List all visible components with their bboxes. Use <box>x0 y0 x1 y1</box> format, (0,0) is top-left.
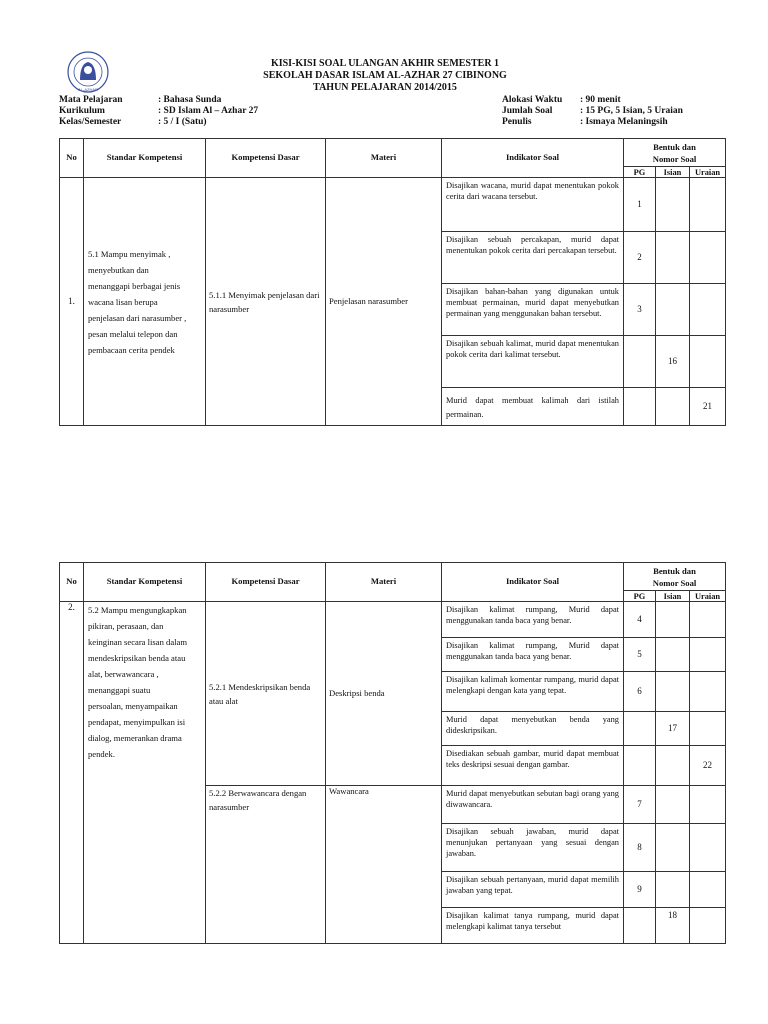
sk-line: menanggapi berbagai jenis <box>88 280 181 291</box>
row-materi: Wawancara <box>326 786 442 944</box>
meta-value-class: : 5 / I (Satu) <box>158 117 207 127</box>
col-isian: Isian <box>656 167 690 178</box>
col-bentuk-line1: Bentuk dan <box>653 565 696 576</box>
sk-line: 5.1 Mampu menyimak , <box>88 248 171 259</box>
cell-uraian <box>690 284 726 336</box>
row-indikator: Murid dapat membuat kalimah dari istilah permainan. <box>442 388 624 426</box>
col-bentuk-line2: Nomor Soal <box>652 577 697 588</box>
col-bentuk <box>624 563 726 591</box>
cell-pg <box>624 388 656 426</box>
sk-line: pesan melalui telepon dan <box>88 328 178 339</box>
cell-isian: 16 <box>656 336 690 388</box>
cell-uraian <box>690 602 726 638</box>
school-logo <box>66 50 110 94</box>
meta-value-curriculum: : SD Islam Al – Azhar 27 <box>158 106 259 116</box>
cell-uraian <box>690 232 726 284</box>
table-row <box>60 178 726 232</box>
cell-isian: 18 <box>656 908 690 944</box>
cell-isian <box>656 786 690 824</box>
cell-uraian <box>690 712 726 746</box>
grid-table-1 <box>59 138 726 426</box>
cell-uraian: 22 <box>690 746 726 786</box>
col-bentuk-line1: Bentuk dan <box>653 141 696 152</box>
row-no: 1. <box>60 178 84 426</box>
cell-pg: 4 <box>624 602 656 638</box>
sk-line: persoalan, menyampaikan <box>88 701 178 711</box>
cell-pg <box>624 908 656 944</box>
cell-pg <box>624 746 656 786</box>
sk-line: alat, berwawancara , <box>88 669 159 679</box>
meta-label-class: Kelas/Semester <box>59 117 122 127</box>
row-kd: 5.1.1 Menyimak penjelasan dari narasumber <box>206 178 326 426</box>
cell-isian <box>656 284 690 336</box>
doc-title-line1: KISI-KISI SOAL ULANGAN AKHIR SEMESTER 1 <box>270 58 500 69</box>
row-no: 2. <box>60 602 84 944</box>
sk-line: menanggapi suatu <box>88 685 151 695</box>
cell-uraian <box>690 336 726 388</box>
row-materi: Penjelasan narasumber <box>326 178 442 426</box>
row-materi: Deskripsi benda <box>326 602 442 786</box>
cell-pg <box>624 336 656 388</box>
cell-pg: 8 <box>624 824 656 872</box>
row-indikator: Murid dapat menyebutkan benda yang dideskripsikan. <box>442 712 624 746</box>
cell-uraian: 21 <box>690 388 726 426</box>
sk-line: dialog, memerankan drama <box>88 733 182 743</box>
col-indikator: Indikator Soal <box>442 563 624 602</box>
row-indikator: Disajikan sebuah jawaban, murid dapat menunjukan pertanyaan yang sesuai dengan jawaban. <box>442 824 624 872</box>
row-kd: 5.2.2 Berwawancara dengan narasumber <box>206 786 326 944</box>
col-no: No <box>60 563 84 602</box>
row-indikator: Disajikan sebuah percakapan, murid dapat menentukan pokok cerita dari percakapan tersebut. <box>442 232 624 284</box>
sk-line: pendek. <box>88 749 115 759</box>
cell-isian <box>656 602 690 638</box>
col-kd: Kompetensi Dasar <box>206 563 326 602</box>
row-indikator: Disajikan kalimat tanya rumpang, murid dapat melengkapi kalimat tanya tersebut <box>442 908 624 944</box>
row-kd: 5.2.1 Mendeskripsikan benda atau alat <box>206 602 326 786</box>
sk-line: pendapat, menyimpulkan isi <box>88 717 186 727</box>
cell-pg: 6 <box>624 672 656 712</box>
meta-left-values <box>158 95 258 128</box>
cell-isian: 17 <box>656 712 690 746</box>
cell-uraian <box>690 872 726 908</box>
row-indikator: Disajikan bahan-bahan yang digunakan untuk membuat permainan, murid dapat menyebutkan permainan yang menggunakan bahan tersebut. <box>442 284 624 336</box>
meta-label-subject: Mata Pelajaran <box>59 95 123 105</box>
cell-pg: 2 <box>624 232 656 284</box>
sk-line: pikiran, perasaan, dan <box>88 621 164 631</box>
col-isian: Isian <box>656 591 690 602</box>
logo-text: AL-AZHAR <box>78 87 98 92</box>
cell-isian <box>656 824 690 872</box>
row-indikator: Disajikan kalimat rumpang, Murid dapat menggunakan tanda baca yang benar. <box>442 638 624 672</box>
meta-label-author: Penulis <box>502 117 532 127</box>
cell-uraian <box>690 824 726 872</box>
row-indikator: Disajikan wacana, murid dapat menentukan pokok cerita dari wacana tersebut. <box>442 178 624 232</box>
col-uraian: Uraian <box>690 591 726 602</box>
cell-uraian <box>690 672 726 712</box>
sk-line: penjelasan dari narasumber , <box>88 312 187 323</box>
cell-uraian <box>690 786 726 824</box>
col-uraian: Uraian <box>690 167 726 178</box>
sk-line: menyebutkan dan <box>88 264 149 275</box>
cell-isian <box>656 872 690 908</box>
cell-isian <box>656 746 690 786</box>
cell-pg <box>624 712 656 746</box>
col-materi: Materi <box>326 563 442 602</box>
col-no: No <box>60 139 84 178</box>
col-pg: PG <box>624 591 656 602</box>
cell-isian <box>656 672 690 712</box>
sk-line: 5.2 Mampu mengungkapkan <box>88 605 187 615</box>
col-bentuk <box>624 139 726 167</box>
row-indikator: Murid dapat menyebutkan sebutan bagi orang yang diwawancara. <box>442 786 624 824</box>
meta-label-time: Alokasi Waktu <box>502 95 563 105</box>
cell-pg: 9 <box>624 872 656 908</box>
doc-title-line3: TAHUN PELAJARAN 2014/2015 <box>313 82 457 93</box>
row-indikator: Disajikan kalimah komentar rumpang, murid dapat melengkapi dengan kata yang tepat. <box>442 672 624 712</box>
cell-pg: 5 <box>624 638 656 672</box>
cell-isian <box>656 232 690 284</box>
meta-value-author: : Ismaya Melaningsih <box>580 117 668 127</box>
cell-pg: 7 <box>624 786 656 824</box>
doc-title-line2: SEKOLAH DASAR ISLAM AL-AZHAR 27 CIBINONG <box>263 70 507 81</box>
sk-line: pembacaan cerita pendek <box>88 344 175 355</box>
meta-value-count: : 15 PG, 5 Isian, 5 Uraian <box>580 106 683 116</box>
col-sk: Standar Kompetensi <box>84 563 206 602</box>
cell-uraian <box>690 178 726 232</box>
meta-value-subject: : Bahasa Sunda <box>158 95 222 105</box>
row-indikator: Disajikan sebuah pertanyaan, murid dapat memilih jawaban yang tepat. <box>442 872 624 908</box>
cell-isian <box>656 638 690 672</box>
row-indikator: Disediakan sebuah gambar, murid dapat membuat teks deskripsi sesuai dengan gambar. <box>442 746 624 786</box>
cell-isian <box>656 388 690 426</box>
row-indikator: Disajikan kalimat rumpang, Murid dapat menggunakan tanda baca yang benar. <box>442 602 624 638</box>
grid-table-2 <box>59 562 726 944</box>
col-sk: Standar Kompetensi <box>84 139 206 178</box>
col-pg: PG <box>624 167 656 178</box>
meta-left-labels <box>59 95 123 128</box>
meta-right-values <box>580 95 683 128</box>
cell-pg: 1 <box>624 178 656 232</box>
cell-uraian <box>690 908 726 944</box>
col-bentuk-line2: Nomor Soal <box>652 153 697 164</box>
cell-uraian <box>690 638 726 672</box>
cell-pg: 3 <box>624 284 656 336</box>
sk-line: wacana lisan berupa <box>88 296 158 307</box>
meta-right-labels <box>502 95 562 128</box>
meta-value-time: : 90 menit <box>580 95 621 105</box>
sk-line: mendeskripsikan benda atau <box>88 653 186 663</box>
row-sk <box>84 178 206 426</box>
col-materi: Materi <box>326 139 442 178</box>
meta-label-count: Jumlah Soal <box>502 106 553 116</box>
cell-isian <box>656 178 690 232</box>
table-row <box>60 602 726 638</box>
col-indikator: Indikator Soal <box>442 139 624 178</box>
row-sk <box>84 602 206 944</box>
sk-line: keinginan secara lisan dalam <box>88 637 188 647</box>
meta-label-curriculum: Kurikulum <box>59 106 105 116</box>
row-indikator: Disajikan sebuah kalimat, murid dapat menentukan pokok cerita dari kalimat tersebut. <box>442 336 624 388</box>
col-kd: Kompetensi Dasar <box>206 139 326 178</box>
